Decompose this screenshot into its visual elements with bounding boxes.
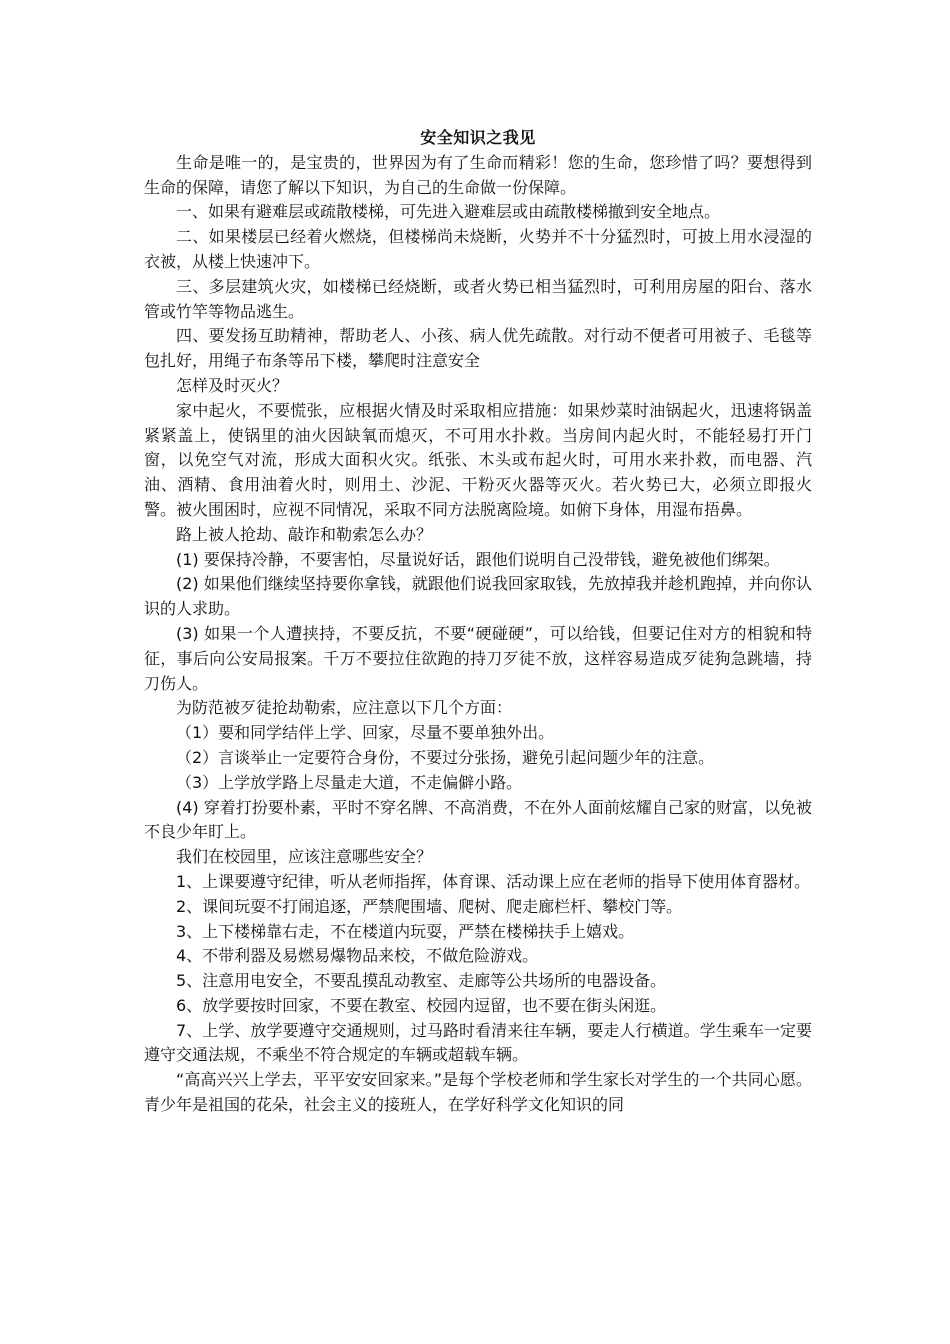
paragraph-school-5: 5、注意用电安全，不要乱摸乱动教室、走廊等公共场所的电器设备。 — [176, 971, 667, 991]
document-page — [144, 126, 812, 1118]
document-title: 安全知识之我见 — [420, 128, 536, 147]
paragraph-heading-prevention: 为防范被歹徒抢劫勒索，应注意以下几个方面： — [176, 698, 513, 718]
paragraph-school-4: 4、不带利器及易燃易爆物品来校，不做危险游戏。 — [176, 946, 539, 966]
paragraph-fire-escape-1: 一、如果有避难层或疏散楼梯，可先进入避难层或由疏散楼梯撤到安全地点。 — [176, 202, 721, 222]
paragraph-fire-escape-2: 二、如果楼层已经着火燃烧，但楼梯尚未烧断，火势并不十分猛烈时，可披上用水浸湿的衣被，从楼上快速冲下。 — [144, 227, 812, 271]
paragraph-school-6: 6、放学要按时回家，不要在教室、校园内逗留，也不要在街头闲逛。 — [176, 995, 667, 1015]
paragraph-robbery-1: (1) 要保持冷静，不要害怕，尽量说好话，跟他们说明自己没带钱，避免被他们绑架。 — [176, 549, 780, 569]
paragraph-closing: “高高兴兴上学去，平平安安回家来。”是每个学校老师和学生家长对学生的一个共同心愿。青少年是祖国的花朵，社会主义的接班人，在学好科学文化知识的同 — [144, 1070, 812, 1115]
document-body — [144, 151, 812, 1118]
paragraph-prevention-1: （1）要和同学结伴上学、回家，尽量不要单独外出。 — [176, 723, 555, 743]
paragraph-robbery-3: (3) 如果一个人遭挟持，不要反抗，不要“硬碰硬”，可以给钱，但要记住对方的相貌和特征，事后向公安局报案。千万不要拉住欲跑的持刀歹徒不放，这样容易造成歹徒狗急跳墙，持刀伤人。 — [144, 623, 812, 693]
paragraph-prevention-2: （2）言谈举止一定要符合身份，不要过分张扬，避免引起问题少年的注意。 — [176, 747, 715, 767]
paragraph-heading-school: 我们在校园里，应该注意哪些安全？ — [176, 847, 433, 867]
paragraph-prevention-4: (4) 穿着打扮要朴素，平时不穿名牌、不高消费，不在外人面前炫耀自己家的财富，以免被不良少年盯上。 — [144, 797, 812, 842]
paragraph-robbery-2: (2) 如果他们继续坚持要你拿钱，就跟他们说我回家取钱，先放掉我并趁机跑掉，并向你认识的人求助。 — [144, 574, 812, 619]
paragraph-school-3: 3、上下楼梯靠右走，不在楼道内玩耍，严禁在楼梯扶手上嬉戏。 — [176, 921, 635, 941]
paragraph-heading-firefighting: 怎样及时灭火？ — [176, 375, 289, 395]
paragraph-intro: 生命是唯一的，是宝贵的，世界因为有了生命而精彩！您的生命，您珍惜了吗？要想得到生命的保障，请您了解以下知识，为自己的生命做一份保障。 — [144, 152, 812, 197]
paragraph-fire-escape-3: 三、多层建筑火灾，如楼梯已经烧断，或者火势已相当猛烈时，可利用房屋的阳台、落水管或竹竿等物品逃生。 — [144, 276, 812, 321]
paragraph-firefighting: 家中起火，不要慌张，应根据火情及时采取相应措施：如果炒菜时油锅起火，迅速将锅盖紧紧盖上，使锅里的油火因缺氧而熄灭，不可用水扑救。当房间内起火时，不能轻易打开门窗，以免空气对流，形成大面积火灾。纸张、木头或布起火时，可用水来扑救，而电器、汽油、酒精、食用油着火时，则用土、沙泥、干粉灭火器等灭火。若火势已大，必须立即报火警。被火围困时，应视不同情况，采取不同方法脱离险境。如俯下身体，用湿布捂鼻。 — [144, 400, 812, 519]
paragraph-school-2: 2、课间玩耍不打闹追逐，严禁爬围墙、爬树、爬走廊栏杆、攀校门等。 — [176, 896, 683, 916]
paragraph-school-1: 1、上课要遵守纪律，听从老师指挥，体育课、活动课上应在老师的指导下使用体育器材。 — [176, 871, 811, 891]
paragraph-school-7: 7、上学、放学要遵守交通规则，过马路时看清来往车辆，要走人行横道。学生乘车一定要遵守交通法规，不乘坐不符合规定的车辆或超载车辆。 — [144, 1020, 812, 1065]
paragraph-prevention-3: （3）上学放学路上尽量走大道，不走偏僻小路。 — [176, 772, 523, 792]
paragraph-heading-robbery: 路上被人抢劫、敲诈和勒索怎么办？ — [176, 524, 433, 544]
paragraph-fire-escape-4: 四、要发扬互助精神，帮助老人、小孩、病人优先疏散。对行动不便者可用被子、毛毯等包扎好，用绳子布条等吊下楼，攀爬时注意安全 — [144, 326, 812, 371]
